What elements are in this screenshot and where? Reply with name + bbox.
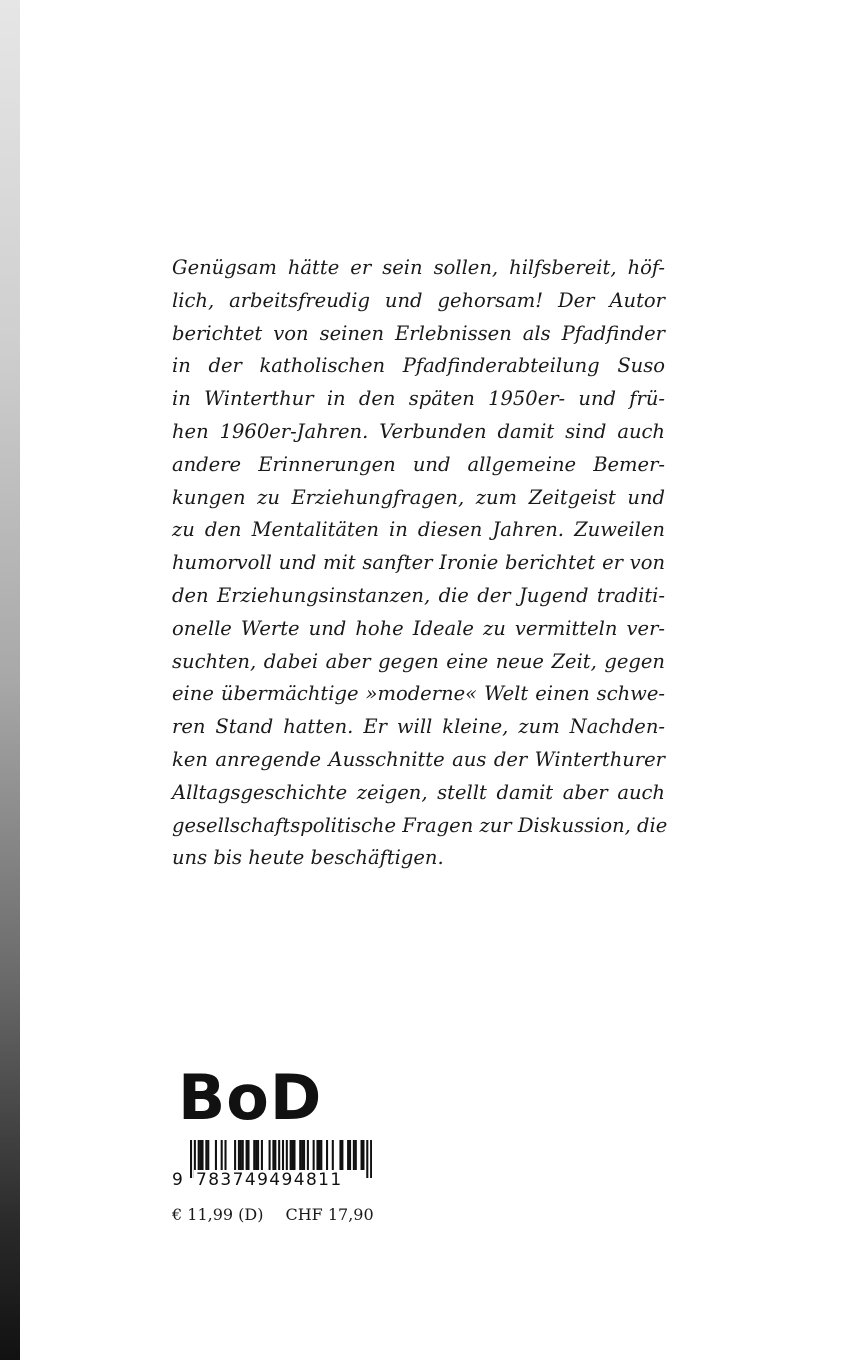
barcode-bar [355,1140,357,1170]
blurb-line: berichtet von seinen Erlebnissen als Pfadfinder [172,321,665,345]
barcode-bar [349,1140,351,1170]
barcode-bar [313,1140,315,1170]
barcode-bar [320,1140,322,1170]
barcode-bar [234,1140,236,1170]
barcode-bar [242,1140,244,1170]
blurb-line: kungen zu Erziehungfragen, zum Zeitgeist und [172,485,665,509]
barcode-bar [290,1140,292,1170]
blurb-line: uns bis heute beschäftigen. [172,846,444,870]
isbn-barcode [172,1140,372,1192]
barcode-bar [339,1140,341,1170]
barcode-bar [240,1140,242,1170]
barcode-bar [316,1140,318,1170]
price-eur: € 11,99 (D) [172,1205,264,1224]
barcode-bar [238,1140,240,1170]
barcode-bar [299,1140,301,1170]
barcode-bar [286,1140,288,1170]
barcode-bar [201,1140,203,1170]
barcode-bar [307,1140,309,1170]
blurb-line: suchten, dabei aber gegen eine neue Zeit, gegen [172,649,665,673]
isbn-first-digit: 9 [172,1170,185,1190]
blurb-line: lich, arbeitsfreudig und gehorsam! Der Autor [172,288,665,312]
barcode-bar [224,1140,226,1170]
barcode-bar [190,1140,192,1178]
barcode-bar [207,1140,209,1170]
barcode-bar [205,1140,207,1170]
barcode-bar [332,1140,334,1170]
barcode-bar [366,1140,368,1178]
blurb-line: gesellschaftspolitische Fragen zur Diskussion, die [172,813,668,837]
barcode-bar [247,1140,249,1170]
blurb-line: Genügsam hätte er sein sollen, hilfsbereit, höf- [172,256,665,279]
barcode-bar [274,1140,276,1170]
barcode-bar [370,1140,372,1178]
blurb-line: eine übermächtige »moderne« Welt einen schwe- [172,682,665,706]
blurb-line: ren Stand hatten. Er will kleine, zum Nachden- [172,715,665,739]
price-chf: CHF 17,90 [285,1205,374,1224]
blurb-line: andere Erinnerungen und allgemeine Bemer- [172,452,665,476]
barcode-bar [257,1140,259,1170]
barcode-bar [293,1140,295,1170]
price-line [172,1205,374,1225]
barcode-bar [301,1140,303,1170]
barcode-bar [261,1140,263,1170]
publisher-logo: BoD [178,1061,323,1134]
barcode-bar [303,1140,305,1170]
barcode-bar [353,1140,355,1170]
blurb-line: in Winterthur in den späten 1950er- und frü- [172,387,665,411]
barcode-bar [198,1140,200,1170]
barcode-bar [292,1140,294,1170]
barcode-bar [253,1140,255,1170]
barcode-bar [269,1140,271,1170]
blurb-line: in der katholischen Pfadfinderabteilung Suso [172,354,665,378]
barcode-bar [215,1140,217,1170]
barcode-bar [255,1140,257,1170]
isbn-digits: 783749494811 [196,1170,343,1190]
blurb-line: Alltagsgeschichte zeigen, stellt damit aber auch [172,780,665,804]
blurb-line: humorvoll und mit sanfter Ironie berichtet er von [172,551,665,575]
blurb-line: onelle Werte und hohe Ideale zu vermitteln ver- [172,616,665,640]
blurb-line: den Erziehungsinstanzen, die der Jugend traditi- [172,583,665,607]
barcode-bar [347,1140,349,1170]
barcode-bar [361,1140,363,1170]
blurb-line: ken anregende Ausschnitte aus der Winterthurer [172,747,665,771]
blurb-text [172,252,668,875]
barcode-bar [272,1140,274,1170]
barcode-bar [362,1140,364,1170]
blurb-line: hen 1960er-Jahren. Verbunden damit sind auch [172,419,665,443]
blurb-line: zu den Mentalitäten in diesen Jahren. Zuweilen [172,518,665,542]
barcode-bar [246,1140,248,1170]
barcode-bar [221,1140,223,1170]
barcode-bar [318,1140,320,1170]
barcode-bar [200,1140,202,1170]
barcode-bar [326,1140,328,1170]
barcode-bar [341,1140,343,1170]
spine-shadow [0,0,20,1360]
